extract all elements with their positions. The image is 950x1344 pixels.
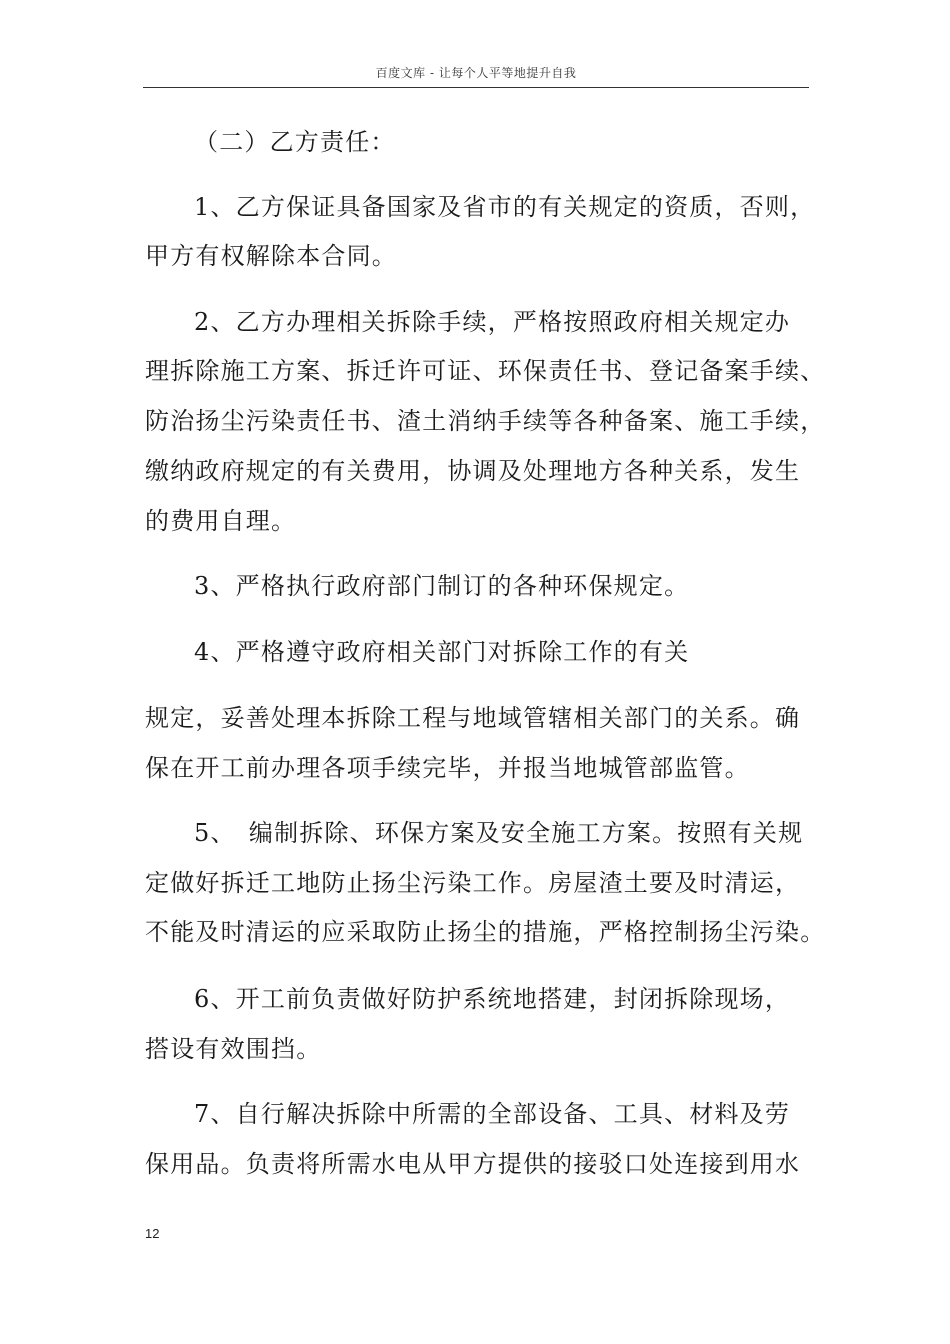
paragraph-line: 规定，妥善处理本拆除工程与地域管辖相关部门的关系。确 — [145, 704, 801, 732]
paragraph-line: 甲方有权解除本合同。 — [145, 242, 397, 270]
paragraph-line: 7、自行解决拆除中所需的全部设备、工具、材料及劳 — [194, 1100, 791, 1128]
paragraph-line: 理拆除施工方案、拆迁许可证、环保责任书、登记备案手续、 — [145, 357, 826, 385]
paragraph-line: 缴纳政府规定的有关费用，协调及处理地方各种关系，发生 — [145, 457, 801, 485]
paragraph-line: 保在开工前办理各项手续完毕，并报当地城管部监管。 — [145, 754, 750, 782]
paragraph-line: 的费用自理。 — [145, 507, 297, 535]
paragraph-line: 6、开工前负责做好防护系统地搭建，封闭拆除现场， — [194, 985, 791, 1013]
paragraph-line: 3、严格执行政府部门制订的各种环保规定。 — [194, 572, 690, 600]
header-divider — [143, 87, 809, 88]
section-heading: （二）乙方责任： — [194, 128, 396, 156]
paragraph-line: 1、乙方保证具备国家及省市的有关规定的资质，否则， — [194, 193, 816, 221]
page-number: 12 — [145, 1226, 160, 1241]
paragraph-line: 定做好拆迁工地防止扬尘污染工作。房屋渣土要及时清运， — [145, 869, 801, 897]
paragraph-line: 2、乙方办理相关拆除手续，严格按照政府相关规定办 — [194, 308, 791, 336]
paragraph-line: 5、 编制拆除、环保方案及安全施工方案。按照有关规 — [194, 819, 804, 847]
paragraph-line: 防治扬尘污染责任书、渣土消纳手续等各种备案、施工手续， — [145, 407, 826, 435]
paragraph-line: 搭设有效围挡。 — [145, 1035, 322, 1063]
paragraph-line: 保用品。负责将所需水电从甲方提供的接驳口处连接到用水 — [145, 1150, 801, 1178]
paragraph-line: 不能及时清运的应采取防止扬尘的措施，严格控制扬尘污染。 — [145, 918, 826, 946]
page-header: 百度文库 - 让每个人平等地提升自我 — [375, 66, 577, 80]
paragraph-line: 4、严格遵守政府相关部门对拆除工作的有关 — [194, 638, 690, 666]
